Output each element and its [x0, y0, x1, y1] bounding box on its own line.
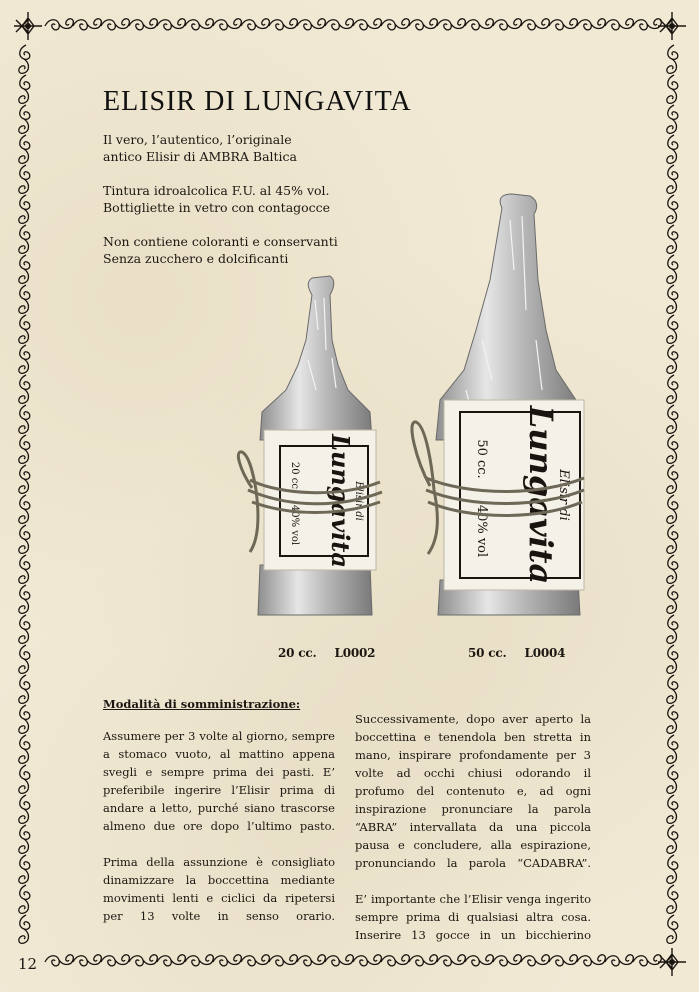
usage-paragraph: Successivamente, dopo aver aperto la boccettina e tenendola ben stretta in mano, inspirare profondamente per 3 volte ad occhi chiusi odorando il profumo del contenuto e, ad ogni inspirazione pronunciare la parola “ABRA” intervallata da una piccola pausa e concludere, alla espirazione, pronunciando la parola “CADABRA”.: [355, 712, 591, 870]
intro-line: Non contiene coloranti e conservanti: [103, 234, 338, 249]
product-size: 20 cc.: [278, 646, 317, 660]
usage-column-right: [355, 710, 591, 944]
label-size-text: 50 cc.: [474, 439, 489, 479]
intro-line: Il vero, l’autentico, l’originale: [103, 132, 292, 147]
label-abv-text: 40% vol: [474, 504, 489, 558]
intro-line: antico Elisir di AMBRA Baltica: [103, 149, 298, 164]
intro-line: Tintura idroalcolica F.U. al 45% vol.: [103, 183, 330, 198]
product-code: L0004: [524, 646, 566, 660]
label-top-text: Elisir di: [353, 481, 364, 521]
product-size: 50 cc.: [468, 646, 507, 660]
usage-paragraph: Prima della assunzione è consigliato dinamizzare la boccettina mediante movimenti lenti e ciclici da ripetersi per 13 volte in senso orario.: [103, 855, 335, 923]
label-main-text: Lungavita: [522, 405, 560, 585]
label-main-text: Lungavita: [326, 434, 355, 568]
intro-line: Bottigliette in vetro con contagocce: [103, 200, 331, 215]
product-caption-small: [278, 646, 375, 660]
label-abv-text: 40% vol: [289, 504, 300, 546]
intro-line: Senza zucchero e dolcificanti: [103, 251, 289, 266]
bottle-large: [412, 194, 584, 615]
bottle-small: [238, 276, 382, 615]
product-bottles-illustration: [220, 190, 590, 630]
label-top-text: Elisir di: [556, 469, 571, 521]
usage-column-left: [103, 727, 335, 925]
product-caption-large: [468, 646, 565, 660]
intro-block-1: [103, 131, 297, 165]
page-number: 12: [18, 955, 38, 973]
page-title: ELISIR DI LUNGAVITA: [103, 86, 412, 117]
product-code: L0002: [334, 646, 376, 660]
usage-paragraph: Assumere per 3 volte al giorno, sempre a stomaco vuoto, al mattino appena svegli e sempre prima dei pasti. E’ preferibile ingerire l’Elisir prima di andare a letto, purché siano trascorse almeno due ore dopo l’ultimo pasto.: [103, 729, 335, 833]
usage-paragraph: E’ importante che l’Elisir venga ingerito sempre prima di qualsiasi altra cosa. Inserire 13 gocce in un bicchierino: [355, 892, 591, 942]
usage-heading: Modalità di somministrazione:: [103, 697, 301, 711]
label-size-text: 20 cc.: [289, 461, 300, 493]
